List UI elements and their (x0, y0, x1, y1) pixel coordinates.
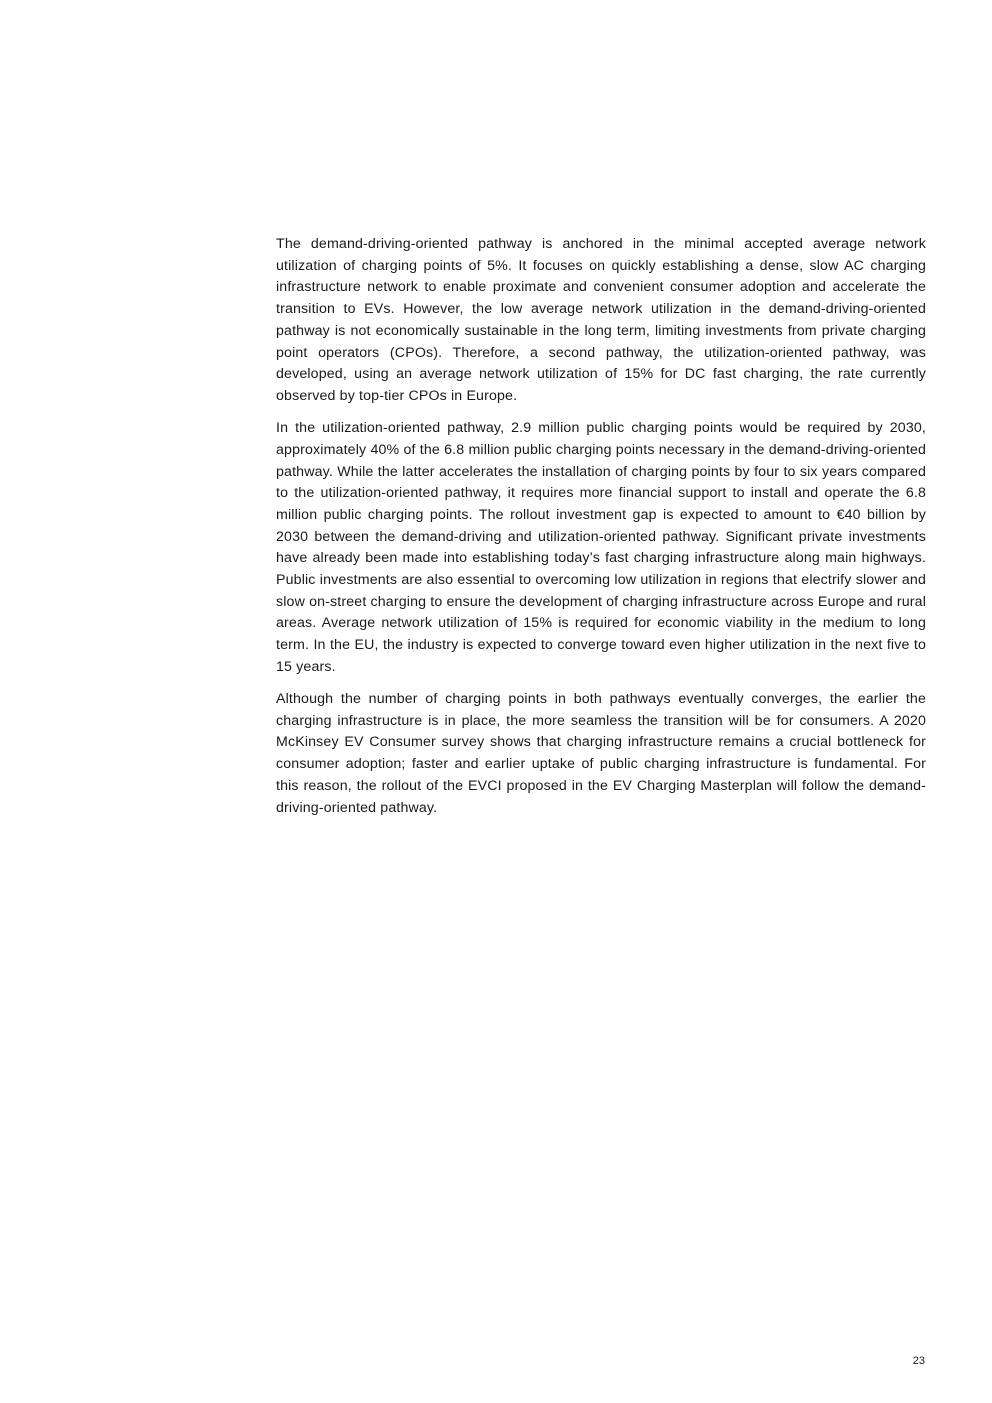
page-number: 23 (912, 1355, 925, 1367)
paragraph-conclusion: Although the number of charging points in both pathways eventually converges, the earlier the charging infrastructure is in place, the more seamless the transition will be for consumers. A 2020 McKinsey EV Consumer survey shows that charging infrastructure remains a crucial bottleneck for consumer adoption; faster and earlier uptake of public charging infrastructure is fundamental. For this reason, the rollout of the EVCI proposed in the EV Charging Masterplan will follow the demand-driving-oriented pathway. (276, 691, 926, 816)
body-text (276, 234, 926, 830)
paragraph-demand-driving-pathway: The demand-driving-oriented pathway is anchored in the minimal accepted average network utilization of charging points of 5%. It focuses on quickly establishing a dense, slow AC charging infrastructure network to enable proximate and convenient consumer adoption and accelerate the transition to EVs. However, the low average network utilization in the demand-driving-oriented pathway is not economically sustainable in the long term, limiting investments from private charging point operators (CPOs). Therefore, a second pathway, the utilization-oriented pathway, was developed, using an average network utilization of 15% for DC fast charging, the rate currently observed by top-tier CPOs in Europe. (276, 236, 926, 404)
paragraph-utilization-pathway: In the utilization-oriented pathway, 2.9 million public charging points would be required by 2030, approximately 40% of the 6.8 million public charging points necessary in the demand-driving-oriented pathway. While the latter accelerates the installation of charging points by four to six years compared to the utilization-oriented pathway, it requires more financial support to install and operate the 6.8 million public charging points. The rollout investment gap is expected to amount to €40 billion by 2030 between the demand-driving and utilization-oriented pathway. Significant private investments have already been made into establishing today’s fast charging infrastructure along main highways. Public investments are also essential to overcoming low utilization in regions that electrify slower and slow on-street charging to ensure the development of charging infrastructure across Europe and rural areas. Average network utilization of 15% is required for economic viability in the medium to long term. In the EU, the industry is expected to converge toward even higher utilization in the next five to 15 years. (276, 420, 926, 675)
